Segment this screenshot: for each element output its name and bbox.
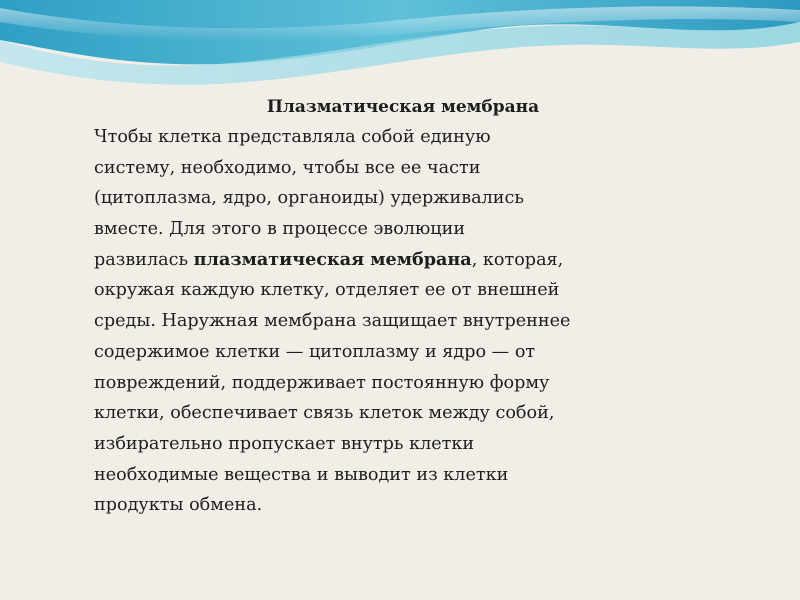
paragraph-line: (цитоплазма, ядро, органоиды) удерживались <box>94 188 524 209</box>
paragraph-line: систему, необходимо, чтобы все ее части <box>94 157 481 178</box>
line-segment: , которая, <box>471 249 564 270</box>
wave-header-decoration <box>0 0 800 90</box>
slide-title: Плазматическая мембрана <box>266 97 540 117</box>
paragraph-line: окружая каждую клетку, отделяет ее от внешней <box>94 280 560 301</box>
paragraph-line: избирательно пропускает внутрь клетки <box>94 433 475 454</box>
paragraph-line <box>94 245 734 276</box>
highlighted-term: плазматическая мембрана <box>193 248 472 270</box>
paragraph-line: Чтобы клетка представляла собой единую <box>94 127 491 147</box>
paragraph-line: содержимое клетки — цитоплазму и ядро — от <box>94 341 536 362</box>
paragraph-line: вместе. Для этого в процессе эволюции <box>94 219 466 240</box>
paragraph-line: повреждений, поддерживает постоянную форму <box>94 372 550 393</box>
paragraph-line: необходимые вещества и выводит из клетки <box>94 464 509 485</box>
text-block <box>94 92 734 521</box>
paragraph-line: клетки, обеспечивает связь клеток между собой, <box>94 403 555 424</box>
paragraph-line: продукты обмена. <box>94 495 263 516</box>
line-segment: развилась <box>94 249 194 270</box>
paragraph-line: среды. Наружная мембрана защищает внутреннее <box>94 311 571 332</box>
body-paragraph <box>94 122 734 521</box>
